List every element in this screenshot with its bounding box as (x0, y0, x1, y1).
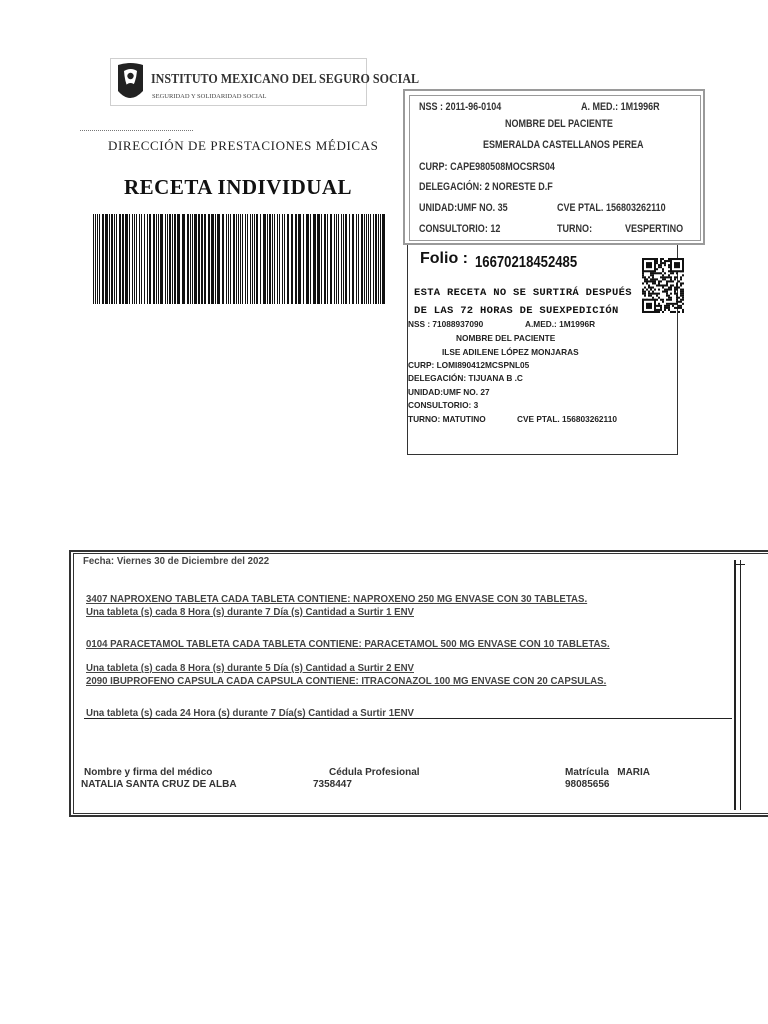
patient-cve-ptal: CVE PTAL. 156803262110 (557, 202, 666, 214)
prescription-date: Fecha: Viernes 30 de Diciembre del 2022 (83, 555, 270, 567)
medication-2: 0104 PARACETAMOL TABLETA CADA TABLETA CONTIENE: PARACETAMOL 500 MG ENVASE CON 10 TABLETAS. (86, 638, 610, 650)
barcode-icon (93, 214, 385, 304)
doctor-label: Nombre y firma del médico (84, 767, 213, 778)
doctor-name: NATALIA SANTA CRUZ DE ALBA (81, 779, 237, 790)
dosage-1: Una tableta (s) cada 8 Hora (s) durante 7 Día (s) Cantidad a Surtir 1 ENV (86, 606, 414, 618)
patient-curp: CURP: CAPE980508MOCSRS04 (419, 161, 555, 173)
dosage-2: Una tableta (s) cada 8 Hora (s) durante 5 Día (s) Cantidad a Surtir 2 ENV (86, 662, 414, 674)
patient-consultorio: CONSULTORIO: 12 (419, 223, 501, 235)
medication-1: 3407 NAPROXENO TABLETA CADA TABLETA CONTIENE: NAPROXENO 250 MG ENVASE CON 30 TABLETAS. (86, 593, 588, 605)
logo-title: INSTITUTO MEXICANO DEL SEGURO SOCIAL (151, 72, 420, 87)
imss-logo (110, 58, 420, 106)
matricula-value: 98085656 (565, 779, 610, 790)
qr-code-icon (642, 258, 684, 313)
patient-delegacion: DELEGACIÓN: 2 NORESTE D.F (419, 181, 553, 193)
patient2-turno: TURNO: MATUTINO (408, 414, 486, 424)
logo-subtitle: SEGURIDAD Y SOLIDARIDAD SOCIAL (152, 93, 267, 100)
cedula-value: 7358447 (313, 779, 352, 790)
patient-turno-label: TURNO: (557, 223, 593, 235)
folio-label: Folio : (420, 250, 468, 267)
patient2-unidad: UNIDAD:UMF NO. 27 (408, 387, 490, 397)
imss-emblem-icon (114, 61, 147, 103)
prescription-divider (734, 560, 736, 810)
prescription-divider (740, 560, 741, 810)
patient2-name-label: NOMBRE DEL PACIENTE (456, 333, 556, 343)
patient2-cve-ptal: CVE PTAL. 156803262110 (517, 414, 617, 424)
dosage-3: Una tableta (s) cada 24 Hora (s) durante 7 Día(s) Cantidad a Surtir 1ENV (86, 707, 414, 719)
folio-number: 16670218452485 (475, 254, 578, 271)
medication-3: 2090 IBUPROFENO CAPSULA CADA CAPSULA CONTIENE: ITRACONAZOL 100 MG ENVASE CON 20 CAPSULAS. (86, 675, 607, 687)
patient-amed: A. MED.: 1M1996R (581, 101, 660, 113)
patient-turno: VESPERTINO (625, 223, 684, 235)
patient-nss: NSS : 2011-96-0104 (419, 101, 502, 113)
page-title: RECETA INDIVIDUAL (124, 175, 353, 199)
patient-unidad: UNIDAD:UMF NO. 35 (419, 202, 508, 214)
patient-name: ESMERALDA CASTELLANOS PEREA (483, 139, 644, 151)
patient2-delegacion: DELEGACIÓN: TIJUANA B .C (408, 373, 523, 383)
dotted-rule (80, 130, 193, 131)
dosage-3-underline (84, 718, 732, 719)
patient2-amed: A.MED.: 1M1996R (525, 319, 596, 329)
patient-info-box (403, 89, 705, 245)
patient2-name: ILSE ADILENE LÓPEZ MONJARAS (442, 347, 579, 357)
patient2-curp: CURP: LOMI890412MCSPNL05 (408, 360, 530, 370)
patient-name-label: NOMBRE DEL PACIENTE (505, 118, 613, 130)
cedula-label: Cédula Profesional (329, 767, 420, 778)
patient2-consultorio: CONSULTORIO: 3 (408, 400, 479, 410)
prescription-tick (735, 564, 745, 565)
warning-line-2: DE LAS 72 HORAS DE SUEXPEDICIÓN (414, 305, 619, 317)
matricula-label: Matrícula MARIA (565, 767, 651, 778)
warning-line-1: ESTA RECETA NO SE SURTIRÁ DESPUÉS (414, 287, 632, 299)
patient2-nss: NSS : 71088937090 (408, 319, 484, 329)
direccion-heading: DIRECCIÓN DE PRESTACIONES MÉDICAS (108, 138, 379, 153)
